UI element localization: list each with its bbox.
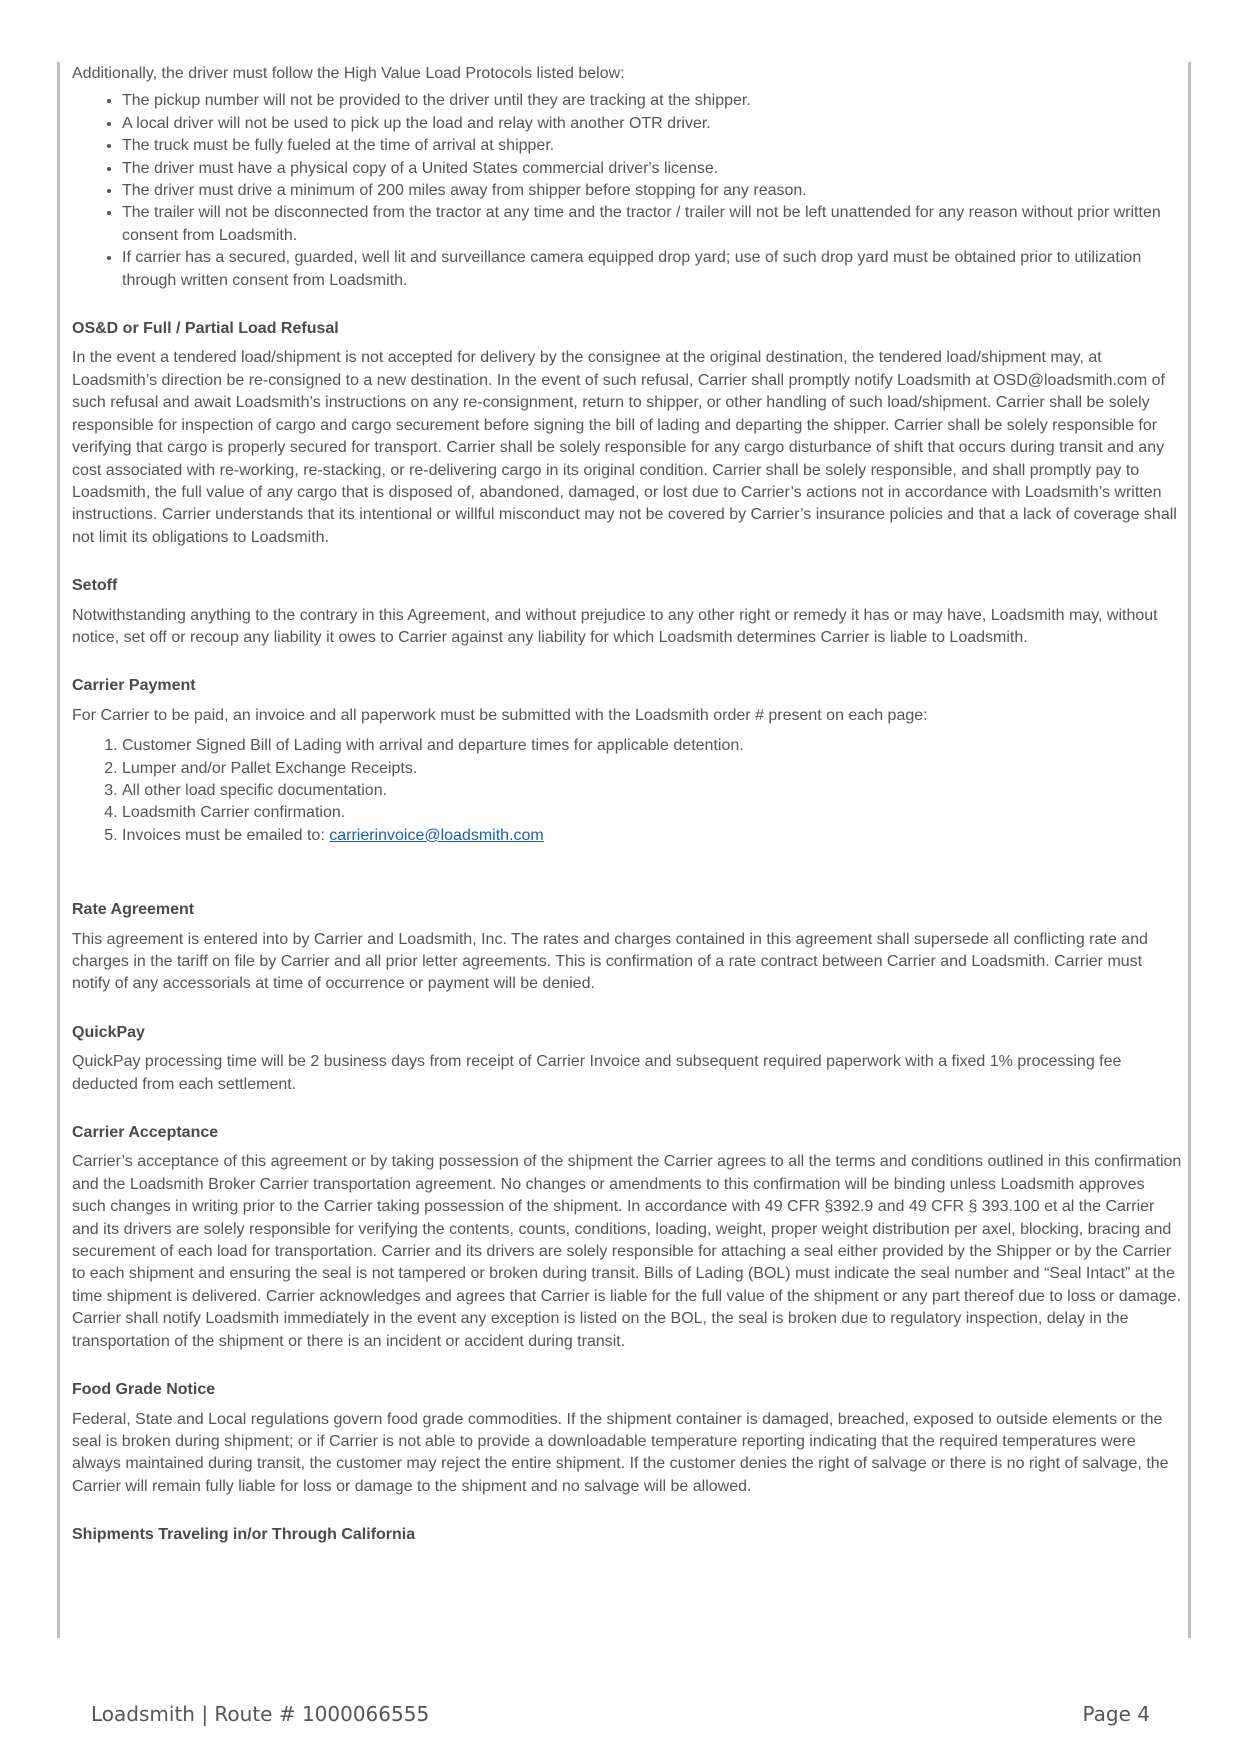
section-heading: OS&D or Full / Partial Load Refusal	[72, 320, 339, 338]
invoice-prefix: Invoices must be emailed to:	[122, 826, 330, 844]
list-item	[122, 825, 1182, 847]
list-item: • A local driver will not be used to pick up the load and relay with another OTR driver.	[122, 113, 1182, 135]
section-carrier-acceptance	[72, 1122, 1182, 1353]
list-item: • The pickup number will not be provided to the driver until they are tracking at the shipper.	[122, 90, 1182, 112]
section-heading: Food Grade Notice	[72, 1381, 216, 1399]
section-body: This agreement is entered into by Carrier and Loadsmith, Inc. The rates and charges contained in this agreement shall supersede all conflicting rate and charges in the tariff on file by Carrier and all prior letter agreements. This is confirmation of a rate contract between Carrier and Loadsmith. Carrier must notify of any accessorials at time of occurrence or payment will be denied.	[72, 930, 1148, 993]
list-item: 3. All other load specific documentation.	[122, 780, 1182, 802]
list-item: 1. Customer Signed Bill of Lading with arrival and departure times for applicable detention.	[122, 735, 1182, 757]
list-item: • If carrier has a secured, guarded, well lit and surveillance camera equipped drop yard; use of such drop yard must be obtained prior to utilization through written consent from Loadsmith.	[122, 247, 1182, 292]
section-heading: Carrier Acceptance	[72, 1124, 219, 1142]
list-item: • The trailer will not be disconnected from the tractor at any time and the tractor / trailer will not be left unattended for any reason without prior written consent from Loadsmith.	[122, 202, 1182, 247]
section-heading: QuickPay	[72, 1023, 145, 1041]
page-number: Page 4	[1082, 1702, 1150, 1726]
invoice-email-link[interactable]: carrierinvoice@loadsmith.com	[329, 826, 544, 844]
section-carrier-payment	[72, 675, 1182, 847]
section-body: For Carrier to be paid, an invoice and all paperwork must be submitted with the Loadsmith order # present on each page:	[72, 706, 928, 724]
section-setoff	[72, 575, 1182, 649]
list-item: • The driver must drive a minimum of 200 miles away from shipper before stopping for any reason.	[122, 180, 1182, 202]
list-item: 4. Loadsmith Carrier confirmation.	[122, 802, 1182, 824]
section-body: Notwithstanding anything to the contrary in this Agreement, and without prejudice to any other right or remedy it has or may have, Loadsmith may, without notice, set off or recoup any liability it owes to Carrier against any liability for which Loadsmith determines Carrier is liable to Loadsmith.	[72, 606, 1158, 646]
section-heading: Rate Agreement	[72, 901, 195, 919]
section-body: Carrier’s acceptance of this agreement or by taking possession of the shipment the Carrier agrees to all the terms and conditions outlined in this confirmation and the Loadsmith Broker Carrier transportation agreement. No changes or amendments to this confirmation will be binding unless Loadsmith approves such changes in writing prior to the Carrier taking possession of the shipment. In accordance with 49 CFR §392.9 and 49 CFR § 393.100 et al the Carrier and its drivers are solely responsible for verifying the contents, counts, conditions, loading, weight, proper weight distribution per axel, blocking, bracing and securement of each load for transportation. Carrier and its drivers are solely responsible for attaching a seal either provided by the Shipper or by the Carrier to each shipment and ensuring the seal is not tampered or broken during transit. Bills of Lading (BOL) must indicate the seal number and “Seal Intact” at the time shipment is delivered. Carrier acknowledges and agrees that Carrier is liable for the full value of the shipment or any part thereof due to loss or damage. Carrier shall notify Loadsmith immediately in the event any exception is listed on the BOL, the seal is broken due to regulatory inspection, delay in the transportation of the shipment or there is an incident or accident during transit.	[72, 1153, 1182, 1350]
section-body: In the event a tendered load/shipment is not accepted for delivery by the consignee at the original destination, the tendered load/shipment may, at Loadsmith’s direction be re-consigned to a new destination. In the event of such refusal, Carrier shall promptly notify Loadsmith at OSD@loadsmith.com of such refusal and await Loadsmith’s instructions on any re-consignment, return to shipper, or other handling of such load/shipment. Carrier shall be solely responsible for inspection of cargo and cargo securement before signing the bill of lading and departing the shipper. Carrier shall be solely responsible for verifying that cargo is properly secured for transport. Carrier shall be solely responsible for any cargo disturbance of shift that occurs during transit and any cost associated with re-working, re-stacking, or re-delivering cargo in its original condition. Carrier shall be solely responsible, and shall promptly pay to Loadsmith, the full value of any cargo that is disposed of, abandoned, damaged, or lost due to Carrier’s actions not in accordance with Loadsmith’s written instructions. Carrier understands that its intentional or willful misconduct may not be covered by Carrier’s insurance policies and that a lack of coverage shall not limit its obligations to Loadsmith.	[72, 349, 1177, 546]
document-body	[72, 63, 1182, 1554]
section-body: QuickPay processing time will be 2 business days from receipt of Carrier Invoice and subsequent required paperwork with a fixed 1% processing fee deducted from each settlement.	[72, 1053, 1122, 1093]
protocols-list	[72, 90, 1182, 292]
list-item: 2. Lumper and/or Pallet Exchange Receipts.	[122, 758, 1182, 780]
section-quickpay	[72, 1022, 1182, 1096]
section-body: Federal, State and Local regulations govern food grade commodities. If the shipment container is damaged, breached, exposed to outside elements or the seal is broken during shipment; or if Carrier is not able to provide a downloadable temperature reporting indicating that the required temperatures were always maintained during transit, the customer may reject the entire shipment. If the customer denies the right of salvage or there is no right of salvage, the Carrier will remain fully liable for loss or damage to the shipment and no salvage will be allowed.	[72, 1410, 1169, 1495]
section-food-grade	[72, 1379, 1182, 1498]
section-california	[72, 1524, 1182, 1546]
payment-requirements-list	[72, 735, 1182, 847]
section-rate-agreement	[72, 899, 1182, 996]
section-heading: Carrier Payment	[72, 677, 196, 695]
protocols-intro: Additionally, the driver must follow the High Value Load Protocols listed below:	[72, 65, 625, 82]
list-item: • The truck must be fully fueled at the time of arrival at shipper.	[122, 135, 1182, 157]
section-heading: Setoff	[72, 577, 118, 595]
section-osd	[72, 318, 1182, 549]
footer-route: Loadsmith | Route # 1000066555	[91, 1702, 430, 1726]
section-heading: Shipments Traveling in/or Through California	[72, 1526, 416, 1544]
list-item: • The driver must have a physical copy of a United States commercial driver's license.	[122, 158, 1182, 180]
